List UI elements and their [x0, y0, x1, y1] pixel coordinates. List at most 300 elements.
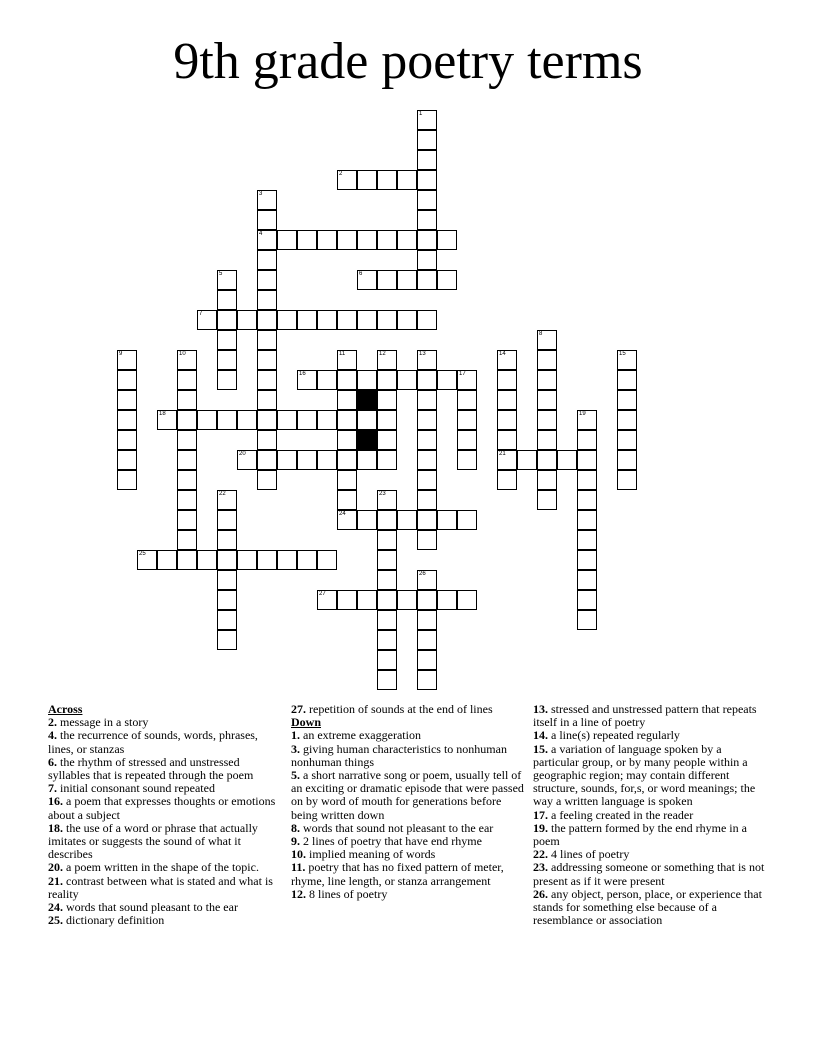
grid-cell[interactable]: [417, 210, 437, 230]
grid-cell[interactable]: [377, 410, 397, 430]
clue-number: 1: [291, 728, 297, 743]
grid-cell[interactable]: [577, 610, 597, 630]
clue-number: 3: [291, 741, 297, 756]
grid-cell[interactable]: [337, 170, 357, 190]
across-clue: 27. repetition of sounds at the end of lines: [291, 702, 493, 716]
down-clue: 17. a feeling created in the reader: [533, 807, 694, 822]
black-square: [357, 390, 377, 410]
clue-text: 4 lines of poetry: [551, 847, 630, 862]
down-clue: 8. words that sound not pleasant to the ear: [291, 820, 494, 835]
grid-cell[interactable]: [277, 410, 297, 430]
grid-cell[interactable]: [297, 310, 317, 330]
grid-cell[interactable]: [217, 630, 237, 650]
clue-text: the pattern formed by the end rhyme in a poem: [533, 820, 747, 849]
cell-number: 12: [379, 351, 386, 357]
grid-cell[interactable]: [417, 110, 437, 130]
grid-cell[interactable]: [617, 470, 637, 490]
grid-cell[interactable]: [377, 570, 397, 590]
grid-cell[interactable]: [397, 170, 417, 190]
down-clue: 11. poetry that has no fixed pattern of meter, rhyme, line length, or stanza arrangement: [291, 860, 504, 888]
grid-cell[interactable]: [557, 450, 577, 470]
grid-cell[interactable]: [377, 450, 397, 470]
grid-cell[interactable]: [417, 390, 437, 410]
grid-cell[interactable]: [417, 410, 437, 430]
grid-cell[interactable]: [257, 350, 277, 370]
across-clue: 16. a poem that expresses thoughts or emotions about a subject: [48, 794, 276, 822]
grid-cell[interactable]: [417, 270, 437, 290]
grid-cell[interactable]: [457, 450, 477, 470]
grid-cell[interactable]: [337, 390, 357, 410]
grid-cell[interactable]: [337, 510, 357, 530]
grid-cell[interactable]: [577, 510, 597, 530]
clue-text: a poem that expresses thoughts or emotions about a subject: [48, 794, 276, 822]
clue-number: 8: [291, 820, 297, 835]
grid-cell[interactable]: [257, 210, 277, 230]
grid-cell[interactable]: [577, 450, 597, 470]
grid-cell[interactable]: [397, 270, 417, 290]
grid-cell[interactable]: [377, 430, 397, 450]
clue-number: 7: [48, 781, 54, 796]
across-clue: 20. a poem written in the shape of the topic.: [48, 860, 259, 875]
grid-cell[interactable]: [577, 430, 597, 450]
grid-cell[interactable]: [457, 390, 477, 410]
cell-number: 21: [499, 451, 506, 457]
black-square: [357, 430, 377, 450]
grid-cell[interactable]: [257, 370, 277, 390]
cell-number: 13: [419, 351, 426, 357]
grid-cell[interactable]: [397, 370, 417, 390]
grid-cell[interactable]: [417, 590, 437, 610]
grid-cell[interactable]: [257, 190, 277, 210]
grid-cell[interactable]: [377, 530, 397, 550]
across-clue: 25. dictionary definition: [48, 913, 165, 928]
cell-number: 10: [179, 351, 186, 357]
down-clue: 12. 8 lines of poetry: [291, 886, 388, 901]
grid-cell[interactable]: [257, 330, 277, 350]
grid-cell[interactable]: [177, 490, 197, 510]
grid-cell[interactable]: [217, 410, 237, 430]
grid-cell[interactable]: [337, 490, 357, 510]
grid-cell[interactable]: [337, 430, 357, 450]
clue-number: 19: [533, 820, 545, 835]
grid-cell[interactable]: [417, 530, 437, 550]
grid-cell[interactable]: [377, 630, 397, 650]
clue-number: 21: [48, 873, 60, 888]
grid-cell[interactable]: [197, 310, 217, 330]
clue-number: 20: [48, 860, 60, 875]
grid-cell[interactable]: [217, 370, 237, 390]
grid-cell[interactable]: [337, 370, 357, 390]
clue-number: 2: [48, 715, 54, 730]
clue-text: words that sound not pleasant to the ear: [303, 820, 494, 835]
cell-number: 7: [199, 311, 203, 317]
grid-cell[interactable]: [577, 530, 597, 550]
grid-cell[interactable]: [217, 350, 237, 370]
grid-cell[interactable]: [417, 130, 437, 150]
grid-cell[interactable]: [237, 550, 257, 570]
clue-text: initial consonant sound repeated: [60, 781, 215, 796]
grid-cell[interactable]: [177, 390, 197, 410]
grid-cell[interactable]: [257, 550, 277, 570]
cell-number: 4: [259, 231, 263, 237]
grid-cell[interactable]: [337, 350, 357, 370]
grid-cell[interactable]: [277, 450, 297, 470]
grid-cell[interactable]: [417, 670, 437, 690]
grid-cell[interactable]: [297, 370, 317, 390]
grid-cell[interactable]: [257, 390, 277, 410]
grid-cell[interactable]: [257, 290, 277, 310]
cell-number: 5: [219, 271, 223, 277]
grid-cell[interactable]: [617, 410, 637, 430]
grid-cell[interactable]: [417, 630, 437, 650]
grid-cell[interactable]: [337, 470, 357, 490]
grid-cell[interactable]: [317, 410, 337, 430]
cell-number: 19: [579, 411, 586, 417]
cell-number: 22: [219, 491, 226, 497]
grid-cell[interactable]: [277, 310, 297, 330]
clue-text: stressed and unstressed pattern that repeats itself in a line of poetry: [533, 702, 757, 730]
clue-number: 10: [291, 847, 303, 862]
grid-cell[interactable]: [357, 310, 377, 330]
clue-number: 5: [291, 768, 297, 783]
cell-number: 11: [339, 351, 346, 357]
grid-cell[interactable]: [417, 490, 437, 510]
grid-cell[interactable]: [577, 490, 597, 510]
cell-number: 14: [499, 351, 506, 357]
across-clue: 2. message in a story: [48, 715, 149, 730]
grid-cell[interactable]: [457, 410, 477, 430]
grid-cell[interactable]: [457, 370, 477, 390]
grid-cell[interactable]: [177, 450, 197, 470]
grid-cell[interactable]: [217, 530, 237, 550]
grid-cell[interactable]: [417, 350, 437, 370]
grid-cell[interactable]: [257, 310, 277, 330]
grid-cell[interactable]: [537, 450, 557, 470]
grid-cell[interactable]: [177, 370, 197, 390]
grid-cell[interactable]: [257, 450, 277, 470]
cell-number: 9: [119, 351, 123, 357]
grid-cell[interactable]: [117, 350, 137, 370]
clue-number: 12: [291, 886, 303, 901]
across-clue: 6. the rhythm of stressed and unstressed syllables that is repeated through the poem: [48, 754, 254, 783]
grid-cell[interactable]: [437, 590, 457, 610]
grid-cell[interactable]: [417, 150, 437, 170]
clue-text: dictionary definition: [66, 913, 165, 928]
clue-text: implied meaning of words: [309, 847, 436, 862]
grid-cell[interactable]: [377, 310, 397, 330]
grid-cell[interactable]: [217, 270, 237, 290]
grid-cell[interactable]: [377, 670, 397, 690]
clue-number: 15: [533, 741, 545, 756]
grid-cell[interactable]: [357, 410, 377, 430]
grid-cell[interactable]: [617, 430, 637, 450]
grid-cell[interactable]: [317, 550, 337, 570]
clue-number: 27: [291, 702, 303, 716]
clue-number: 4: [48, 728, 54, 743]
grid-cell[interactable]: [297, 230, 317, 250]
grid-cell[interactable]: [177, 350, 197, 370]
grid-cell[interactable]: [377, 350, 397, 370]
grid-cell[interactable]: [537, 390, 557, 410]
cell-number: 3: [259, 191, 263, 197]
grid-cell[interactable]: [217, 310, 237, 330]
grid-cell[interactable]: [377, 510, 397, 530]
grid-cell[interactable]: [317, 230, 337, 250]
down-clue: 19. the pattern formed by the end rhyme in a poem: [533, 820, 747, 849]
grid-cell[interactable]: [397, 230, 417, 250]
grid-cell[interactable]: [177, 410, 197, 430]
clue-column-3: [533, 703, 769, 927]
grid-cell[interactable]: [317, 370, 337, 390]
grid-cell[interactable]: [437, 270, 457, 290]
clue-text: a line(s) repeated regularly: [551, 728, 680, 743]
clue-text: words that sound pleasant to the ear: [66, 900, 238, 915]
clue-number: 6: [48, 754, 54, 769]
clue-number: 23: [533, 860, 545, 875]
grid-cell[interactable]: [537, 330, 557, 350]
grid-cell[interactable]: [297, 410, 317, 430]
grid-cell[interactable]: [497, 370, 517, 390]
grid-cell[interactable]: [617, 390, 637, 410]
grid-cell[interactable]: [337, 310, 357, 330]
grid-cell[interactable]: [257, 410, 277, 430]
grid-cell[interactable]: [577, 410, 597, 430]
grid-cell[interactable]: [377, 610, 397, 630]
grid-cell[interactable]: [617, 350, 637, 370]
grid-cell[interactable]: [157, 410, 177, 430]
cell-number: 16: [299, 371, 306, 377]
clue-text: the recurrence of sounds, words, phrases, lines, or stanzas: [48, 728, 258, 756]
clue-number: 26: [533, 886, 545, 901]
grid-cell[interactable]: [417, 310, 437, 330]
grid-cell[interactable]: [417, 190, 437, 210]
grid-cell[interactable]: [317, 450, 337, 470]
down-heading: Down: [291, 715, 322, 730]
grid-cell[interactable]: [337, 410, 357, 430]
grid-cell[interactable]: [577, 590, 597, 610]
grid-cell[interactable]: [357, 170, 377, 190]
grid-cell[interactable]: [257, 430, 277, 450]
grid-cell[interactable]: [277, 230, 297, 250]
down-clue: 26. any object, person, place, or experience that stands for something else because of a resemblance or association: [533, 886, 762, 928]
grid-cell[interactable]: [417, 650, 437, 670]
grid-cell[interactable]: [537, 370, 557, 390]
grid-cell[interactable]: [417, 250, 437, 270]
clue-column-1: [48, 703, 284, 927]
grid-cell[interactable]: [117, 450, 137, 470]
grid-cell[interactable]: [257, 270, 277, 290]
grid-cell[interactable]: [177, 550, 197, 570]
grid-cell[interactable]: [297, 550, 317, 570]
down-clue: 13. stressed and unstressed pattern that repeats itself in a line of poetry: [533, 702, 757, 730]
across-clue: 4. the recurrence of sounds, words, phrases, lines, or stanzas: [48, 728, 258, 756]
grid-cell[interactable]: [137, 550, 157, 570]
grid-cell[interactable]: [357, 230, 377, 250]
cell-number: 8: [539, 331, 543, 337]
grid-cell[interactable]: [217, 490, 237, 510]
grid-cell[interactable]: [117, 470, 137, 490]
grid-cell[interactable]: [617, 370, 637, 390]
grid-cell[interactable]: [397, 510, 417, 530]
grid-cell[interactable]: [257, 250, 277, 270]
grid-cell[interactable]: [497, 350, 517, 370]
grid-cell[interactable]: [417, 170, 437, 190]
grid-cell[interactable]: [377, 170, 397, 190]
grid-cell[interactable]: [537, 350, 557, 370]
grid-cell[interactable]: [417, 470, 437, 490]
grid-cell[interactable]: [437, 230, 457, 250]
down-clue: 15. a variation of language spoken by a particular group, or by many people within a geographic region; may contain different structure, sounds, for,s, or word meanings; the way a written language is spoken: [533, 741, 756, 809]
clue-number: 22: [533, 847, 545, 862]
grid-cell[interactable]: [317, 590, 337, 610]
down-clue: 23. addressing someone or something that is not present as if it were present: [533, 860, 765, 888]
grid-cell[interactable]: [117, 370, 137, 390]
grid-cell[interactable]: [337, 450, 357, 470]
clue-text: a feeling created in the reader: [551, 807, 694, 822]
clue-text: repetition of sounds at the end of lines: [309, 702, 493, 716]
grid-cell[interactable]: [177, 430, 197, 450]
grid-cell[interactable]: [117, 430, 137, 450]
grid-cell[interactable]: [417, 510, 437, 530]
grid-cell[interactable]: [377, 270, 397, 290]
grid-cell[interactable]: [357, 450, 377, 470]
clue-text: contrast between what is stated and what is reality: [48, 873, 273, 901]
grid-cell[interactable]: [497, 390, 517, 410]
grid-cell[interactable]: [217, 590, 237, 610]
clue-column-2: [291, 703, 527, 901]
grid-cell[interactable]: [417, 570, 437, 590]
grid-cell[interactable]: [257, 470, 277, 490]
grid-cell[interactable]: [377, 650, 397, 670]
grid-cell[interactable]: [217, 610, 237, 630]
grid-cell[interactable]: [537, 470, 557, 490]
clue-number: 24: [48, 900, 60, 915]
across-clue: 24. words that sound pleasant to the ear: [48, 900, 238, 915]
clue-number: 14: [533, 728, 545, 743]
clue-text: 2 lines of poetry that have end rhyme: [303, 834, 482, 849]
grid-cell[interactable]: [417, 370, 437, 390]
clue-text: poetry that has no fixed pattern of meter, rhyme, line length, or stanza arrangement: [291, 860, 504, 888]
grid-cell[interactable]: [217, 290, 237, 310]
grid-cell[interactable]: [217, 330, 237, 350]
grid-cell[interactable]: [237, 310, 257, 330]
cell-number: 27: [319, 591, 326, 597]
down-clue: 3. giving human characteristics to nonhuman nonhuman things: [291, 741, 507, 769]
grid-cell[interactable]: [537, 490, 557, 510]
grid-cell[interactable]: [197, 550, 217, 570]
grid-cell[interactable]: [297, 450, 317, 470]
grid-cell[interactable]: [217, 570, 237, 590]
grid-cell[interactable]: [237, 450, 257, 470]
grid-cell[interactable]: [417, 230, 437, 250]
grid-cell[interactable]: [237, 410, 257, 430]
grid-cell[interactable]: [357, 370, 377, 390]
grid-cell[interactable]: [357, 510, 377, 530]
across-heading: Across: [48, 702, 83, 716]
grid-cell[interactable]: [437, 370, 457, 390]
grid-cell[interactable]: [577, 570, 597, 590]
grid-cell[interactable]: [457, 590, 477, 610]
grid-cell[interactable]: [377, 590, 397, 610]
grid-cell[interactable]: [497, 470, 517, 490]
grid-cell[interactable]: [317, 310, 337, 330]
grid-cell[interactable]: [377, 390, 397, 410]
grid-cell[interactable]: [377, 550, 397, 570]
cell-number: 20: [239, 451, 246, 457]
down-clue: 5. a short narrative song or poem, usually tell of an exciting or dramatic episode that were passed on by word of mouth for generations before being written down: [291, 768, 524, 822]
grid-cell[interactable]: [117, 390, 137, 410]
grid-cell[interactable]: [337, 230, 357, 250]
clue-text: a poem written in the shape of the topic.: [66, 860, 259, 875]
grid-cell[interactable]: [437, 510, 457, 530]
grid-cell[interactable]: [177, 470, 197, 490]
grid-cell[interactable]: [357, 590, 377, 610]
cell-number: 15: [619, 351, 626, 357]
cell-number: 23: [379, 491, 386, 497]
cell-number: 1: [419, 111, 423, 117]
grid-cell[interactable]: [217, 550, 237, 570]
clue-number: 25: [48, 913, 60, 928]
clue-text: giving human characteristics to nonhuman nonhuman things: [291, 741, 507, 769]
grid-cell[interactable]: [177, 510, 197, 530]
down-clue: 14. a line(s) repeated regularly: [533, 728, 680, 743]
grid-cell[interactable]: [397, 310, 417, 330]
cell-number: 25: [139, 551, 146, 557]
down-clue: 9. 2 lines of poetry that have end rhyme: [291, 834, 482, 849]
grid-cell[interactable]: [377, 370, 397, 390]
grid-cell[interactable]: [277, 550, 297, 570]
clue-number: 17: [533, 807, 545, 822]
grid-cell[interactable]: [497, 450, 517, 470]
clue-text: any object, person, place, or experience that stands for something else because of a resemblance or association: [533, 886, 762, 928]
across-clue: 21. contrast between what is stated and what is reality: [48, 873, 273, 901]
grid-cell[interactable]: [357, 270, 377, 290]
grid-cell[interactable]: [177, 530, 197, 550]
grid-cell[interactable]: [517, 450, 537, 470]
grid-cell[interactable]: [157, 550, 177, 570]
grid-cell[interactable]: [417, 430, 437, 450]
grid-cell[interactable]: [377, 230, 397, 250]
clue-number: 9: [291, 834, 297, 849]
grid-cell[interactable]: [537, 410, 557, 430]
clue-number: 16: [48, 794, 60, 809]
grid-cell[interactable]: [197, 410, 217, 430]
grid-cell[interactable]: [577, 470, 597, 490]
grid-cell[interactable]: [417, 610, 437, 630]
clue-text: addressing someone or something that is not present as if it were present: [533, 860, 765, 888]
grid-cell[interactable]: [117, 410, 137, 430]
grid-cell[interactable]: [457, 430, 477, 450]
grid-cell[interactable]: [617, 450, 637, 470]
grid-cell[interactable]: [577, 550, 597, 570]
grid-cell[interactable]: [497, 410, 517, 430]
grid-cell[interactable]: [337, 590, 357, 610]
grid-cell[interactable]: [457, 510, 477, 530]
clue-text: a short narrative song or poem, usually tell of an exciting or dramatic episode that were passed on by word of mouth for generations before being written down: [291, 768, 524, 822]
grid-cell[interactable]: [217, 510, 237, 530]
grid-cell[interactable]: [497, 430, 517, 450]
grid-cell[interactable]: [257, 230, 277, 250]
cell-number: 26: [419, 571, 426, 577]
cell-number: 18: [159, 411, 166, 417]
down-clue: 1. an extreme exaggeration: [291, 728, 421, 743]
grid-cell[interactable]: [417, 450, 437, 470]
cell-number: 24: [339, 511, 346, 517]
grid-cell[interactable]: [397, 590, 417, 610]
grid-cell[interactable]: [377, 490, 397, 510]
cell-number: 6: [359, 271, 363, 277]
grid-cell[interactable]: [537, 430, 557, 450]
